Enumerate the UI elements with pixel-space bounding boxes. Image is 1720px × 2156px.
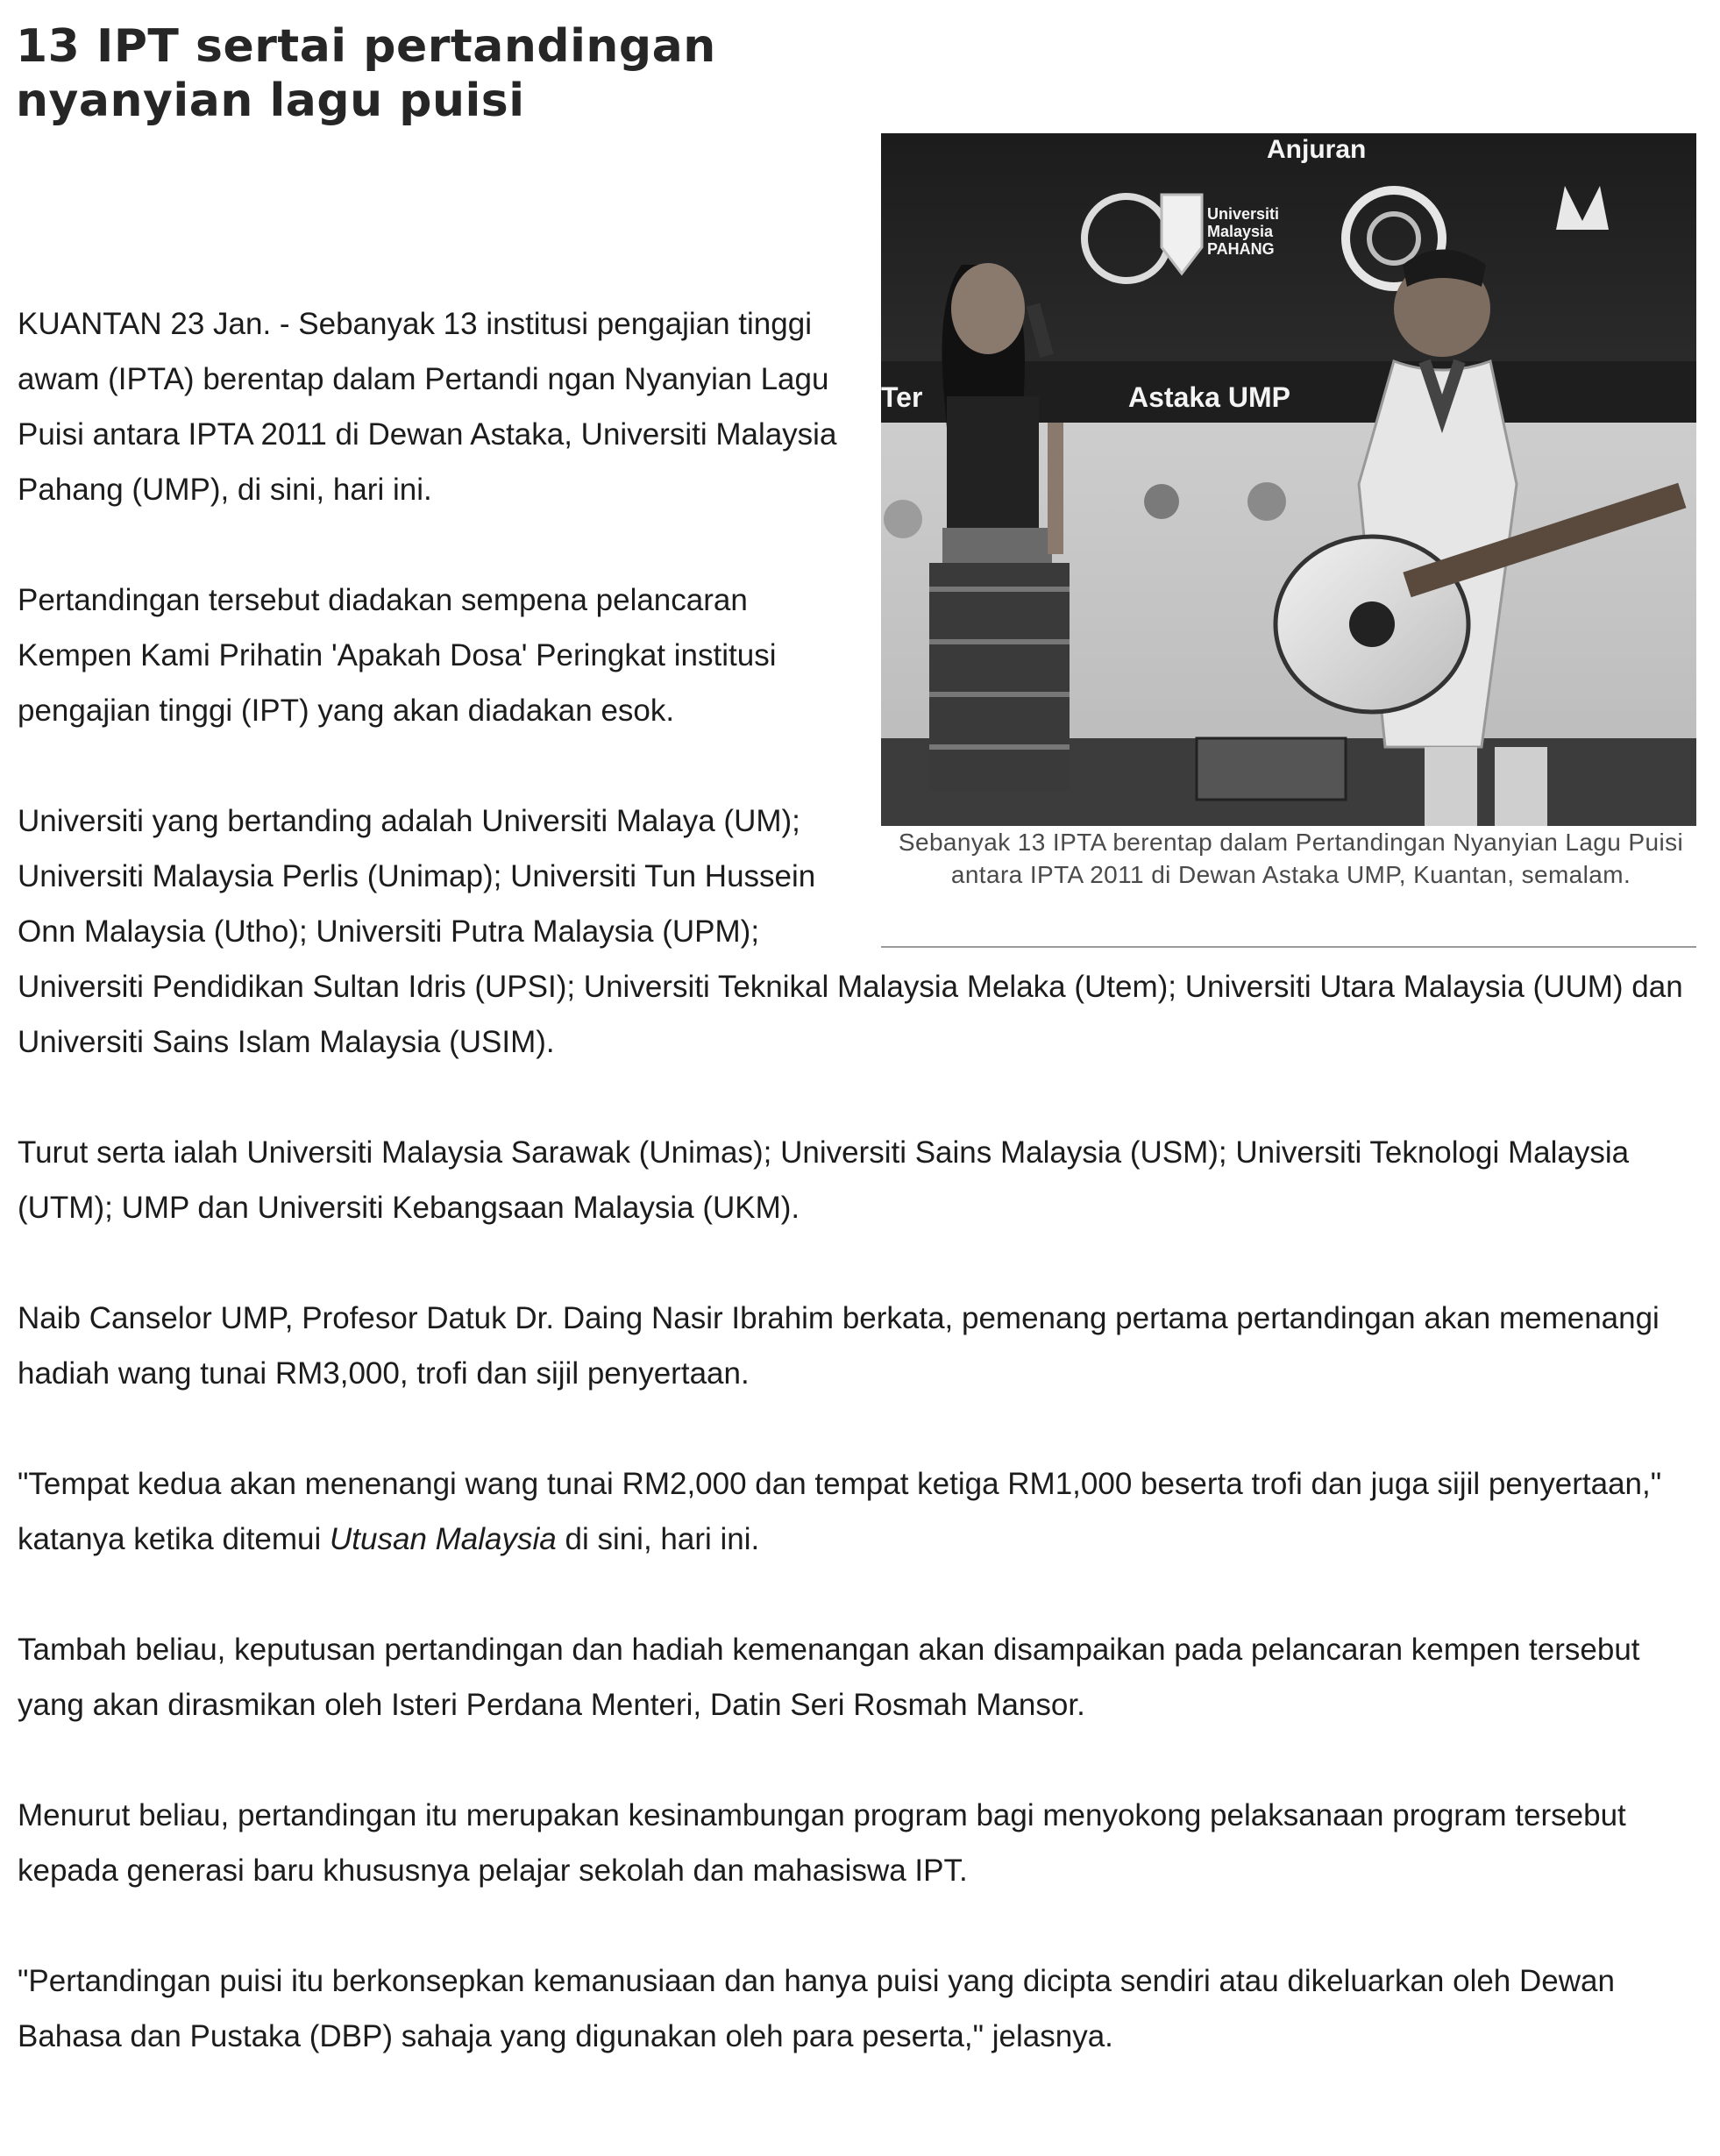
newspaper-name: Utusan Malaysia xyxy=(330,1522,557,1556)
wall-logo-3 xyxy=(1247,482,1286,521)
photo-caption: Sebanyak 13 IPTA berentap dalam Pertandingan Nyanyian Lagu Puisi antara IPTA 2011 di Dewan Astaka UMP, Kuantan, semalam. xyxy=(898,829,1684,888)
paragraph-6-text: "Tempat kedua akan menenangi wang tunai RM2,000 dan tempat ketiga RM1,000 beserta trofi dan juga sijil penyertaan," katanya ketika ditemui xyxy=(18,1467,1662,1556)
paragraph-5: Naib Canselor UMP, Profesor Datuk Dr. Daing Nasir Ibrahim berkata, pemenang pertama pertandingan akan memenangi hadiah wang tunai RM3,000, trofi dan sijil penyertaan. xyxy=(18,1301,1660,1391)
logo-text-line1: Universiti xyxy=(1207,205,1280,223)
paragraph-2: Pertandingan tersebut diadakan sempena pelancaran Kempen Kami Prihatin 'Apakah Dosa' Peringkat institusi pengajian tinggi (IPT) yang akan diadakan esok. xyxy=(18,583,777,728)
wall-logo-1 xyxy=(884,500,922,538)
article-body xyxy=(18,135,1701,2119)
logo-text-line2: Malaysia xyxy=(1207,223,1274,240)
performance-photo xyxy=(881,133,1696,826)
caption-divider xyxy=(881,946,1696,948)
paragraph-9: "Pertandingan puisi itu berkonsepkan kemanusiaan dan hanya puisi yang dicipta sendiri atau dikeluarkan oleh Dewan Bahasa dan Pustaka (DBP) sahaja yang digunakan oleh para peserta," jelasnya. xyxy=(18,1964,1615,2053)
banner-anjuran-text: Anjuran xyxy=(1267,135,1367,164)
paragraph-7: Tambah beliau, keputusan pertandingan dan hadiah kemenangan akan disampaikan pada pelancaran kempen tersebut yang akan dirasmikan oleh Isteri Perdana Menteri, Datin Seri Rosmah Mansor. xyxy=(18,1633,1640,1722)
paragraph-4: Turut serta ialah Universiti Malaysia Sarawak (Unimas); Universiti Sains Malaysia (USM); Universiti Teknologi Malaysia (UTM); UMP dan Universiti Kebangsaan Malaysia (UKM). xyxy=(18,1135,1630,1225)
article-figure xyxy=(881,133,1701,948)
article-headline: 13 IPT sertai pertandingan nyanyian lagu puisi xyxy=(16,20,716,127)
amplifier xyxy=(1197,738,1346,800)
logo-text-line3: PAHANG xyxy=(1207,240,1275,258)
paragraph-6-end: di sini, hari ini. xyxy=(556,1522,760,1556)
stage-text-left: Ter xyxy=(881,381,923,413)
guitar-soundhole xyxy=(1349,601,1395,647)
paragraph-3: Universiti yang bertanding adalah Universiti Malaya (UM); Universiti Malaysia Perlis (Unimap); Universiti Tun Hussein Onn Malaysia (Utho); Universiti Putra Malaysia (UPM); Universiti Pendidikan Sultan Idris (UPSI); Universiti Teknikal Malaysia Melaka (Utem); Universiti Utara Malaysia (UUM) dan Universiti Sains Islam Malaysia (USIM). xyxy=(18,804,1683,1059)
paragraph-6 xyxy=(18,1456,1701,1567)
wall-logo-2 xyxy=(1144,484,1179,519)
paragraph-8: Menurut beliau, pertandingan itu merupakan kesinambungan program bagi menyokong pelaksanaan program tersebut kepada generasi baru khususnya pelajar sekolah dan mahasiswa IPT. xyxy=(18,1798,1626,1888)
stage-text-right: Astaka UMP xyxy=(1128,381,1290,413)
paragraph-1: KUANTAN 23 Jan. - Sebanyak 13 institusi pengajian tinggi awam (IPTA) berentap dalam Pertandi ngan Nyanyian Lagu Puisi antara IPTA 2011 di Dewan Astaka, Universiti Malaysia Pahang (UMP), di sini, hari ini. xyxy=(18,307,837,507)
female-singer xyxy=(929,263,1070,791)
